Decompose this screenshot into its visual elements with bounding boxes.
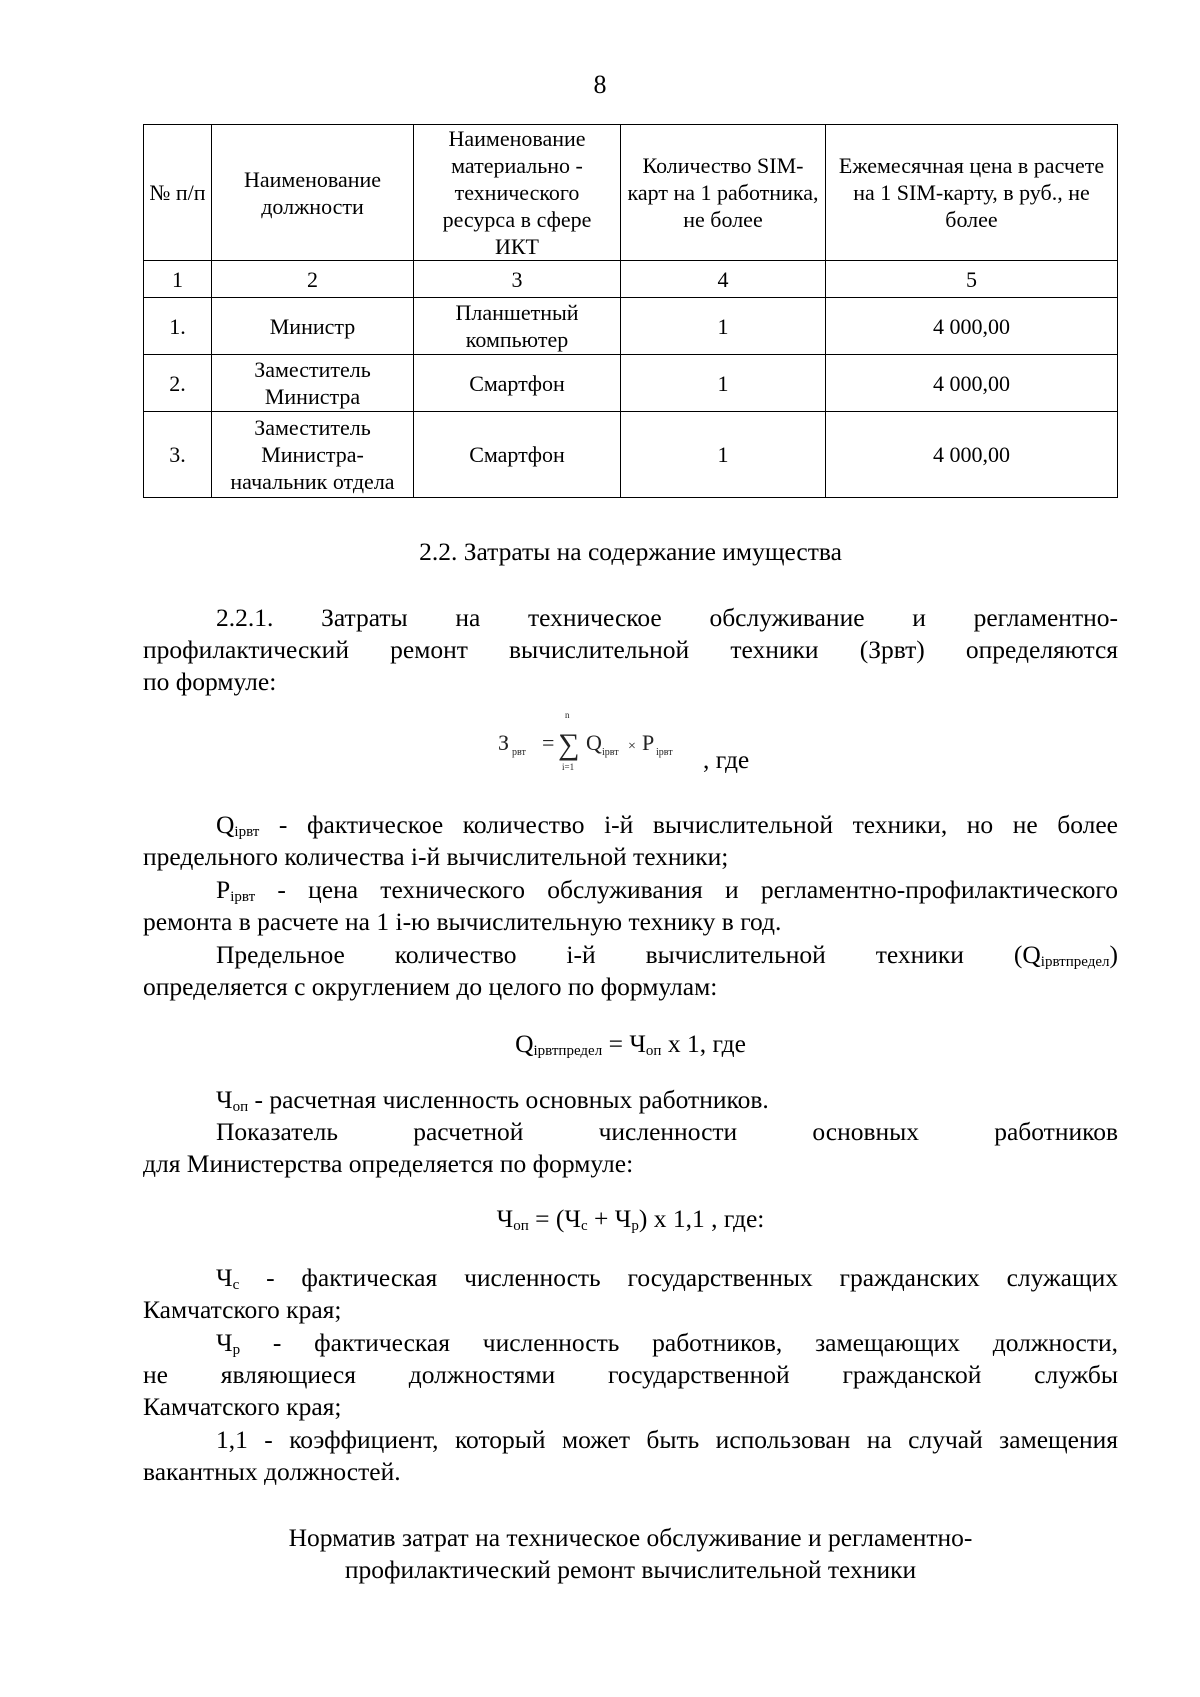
symbol: Ч <box>216 1263 233 1292</box>
subscript: iрвтпредел <box>1040 954 1110 970</box>
definition-q-line1 <box>143 809 1118 841</box>
table-cell: Министр <box>212 298 414 355</box>
table-cell: 1 <box>144 261 212 298</box>
formula-end: ) х 1,1 , где: <box>638 1204 765 1233</box>
text: - фактическое количество i-й вычислительной техники, но не более <box>259 810 1118 839</box>
paragraph-221-line2: профилактический ремонт вычислительной техники (Зрвт) определяются <box>143 635 1118 664</box>
formula-q-sub: iрвт <box>602 747 619 758</box>
coefficient-line1: 1,1 - коэффициент, который может быть использован на случай замещения <box>216 1425 1118 1454</box>
subscript: оп <box>232 1099 249 1115</box>
formula-mid: = Ч <box>602 1029 646 1058</box>
table-cell: 5 <box>826 261 1118 298</box>
sim-cards-table <box>143 124 1118 498</box>
formula-end: х 1, где <box>661 1029 746 1058</box>
table-cell: 1. <box>144 298 212 355</box>
symbol: Q <box>216 810 235 839</box>
coefficient-line2: вакантных должностей. <box>143 1457 401 1486</box>
chop-formula <box>143 1203 1118 1235</box>
table-header-cell: Количество SIM-карт на 1 работника, не более <box>621 125 826 261</box>
table-row <box>144 412 1118 498</box>
definition-chc-line1 <box>143 1262 1118 1294</box>
table-header-cell: № п/п <box>144 125 212 261</box>
definition-chr-line3: Камчатского края; <box>143 1392 342 1421</box>
table-cell: 2. <box>144 355 212 412</box>
table-cell: 4 000,00 <box>826 412 1118 498</box>
subscript: оп <box>513 1218 529 1234</box>
definition-q-line2: предельного количества i-й вычислительной техники; <box>143 842 729 871</box>
limit-formula <box>143 1028 1118 1060</box>
subscript: iрвт <box>234 824 260 840</box>
table-cell: Заместитель Министра-начальник отдела <box>212 412 414 498</box>
subscript: с <box>580 1218 588 1234</box>
formula-open: (Ч <box>555 1204 581 1233</box>
definition-chr-line2: не являющиеся должностями государственной гражданской службы <box>143 1360 1118 1389</box>
subscript: с <box>232 1277 240 1293</box>
formula-p-sub: iрвт <box>656 747 673 758</box>
norm-title-line1: Норматив затрат на техническое обслуживание и регламентно- <box>288 1523 973 1552</box>
formula-eq: = <box>542 730 555 755</box>
table-cell: 4 000,00 <box>826 298 1118 355</box>
symbol: P <box>216 875 231 904</box>
symbol: Ч <box>216 1328 233 1357</box>
sum-lower-limit: i=1 <box>562 762 575 772</box>
formula-q: Q <box>586 730 602 755</box>
formula-ch: Ч <box>496 1204 514 1233</box>
table-header-row <box>144 125 1118 261</box>
text: - цена технического обслуживания и регламентно-профилактического <box>255 875 1118 904</box>
section-title: 2.2. Затраты на содержание имущества <box>419 537 842 566</box>
definition-p-line2: ремонта в расчете на 1 i-ю вычислительную технику в год. <box>143 907 782 936</box>
sum-upper-limit: n <box>565 710 570 720</box>
formula-q: Q <box>515 1029 534 1058</box>
table-header-cell: Ежемесячная цена в расчете на 1 SIM-карту, в руб., не более <box>826 125 1118 261</box>
table-cell: 3. <box>144 412 212 498</box>
subscript: оп <box>645 1043 662 1059</box>
symbol: Ч <box>216 1085 233 1114</box>
formula-p: P <box>642 730 655 755</box>
formula-times: × <box>628 739 636 754</box>
table-cell: 1 <box>621 355 826 412</box>
cost-formula <box>494 704 714 774</box>
subscript: iрвтпредел <box>533 1043 603 1059</box>
norm-title-line2: профилактический ремонт вычислительной техники <box>344 1555 917 1584</box>
definition-p-line1 <box>143 874 1118 906</box>
table-cell: 3 <box>414 261 621 298</box>
indicator-paragraph-line1: Показатель расчетной численности основных работников <box>216 1117 1118 1146</box>
paragraph-221-line1: 2.2.1. Затраты на техническое обслуживание и регламентно- <box>216 603 1118 632</box>
sum-symbol: ∑ <box>558 728 580 761</box>
subscript: р <box>232 1342 241 1358</box>
formula-lhs-sub: рвт <box>512 747 526 758</box>
text: - расчетная численность основных работников. <box>248 1085 769 1114</box>
table-row <box>144 355 1118 412</box>
definition-chc-line2: Камчатского края; <box>143 1295 342 1324</box>
table-cell: Смартфон <box>414 412 621 498</box>
limit-paragraph-line1 <box>143 939 1118 971</box>
table-cell: 2 <box>212 261 414 298</box>
subscript: iрвт <box>230 889 256 905</box>
table-cell: Заместитель Министра <box>212 355 414 412</box>
table-header-cell: Наименование материально - технического ресурса в сфере ИКТ <box>414 125 621 261</box>
page-number: 8 <box>593 70 607 99</box>
table-row <box>144 298 1118 355</box>
indicator-paragraph-line2: для Министерства определяется по формуле: <box>143 1149 634 1178</box>
table-cell: 4 000,00 <box>826 355 1118 412</box>
table-cell: 1 <box>621 412 826 498</box>
formula-eq: = <box>528 1204 556 1233</box>
subscript: р <box>631 1218 639 1234</box>
definition-chop <box>143 1084 1118 1116</box>
limit-paragraph-line2: определяется с округлением до целого по формулам: <box>143 972 718 1001</box>
text: Предельное количество i-й вычислительной техники (Q <box>216 940 1041 969</box>
text: - фактическая численность работников, замещающих должности, <box>240 1328 1118 1357</box>
table-cell: Смартфон <box>414 355 621 412</box>
table-number-row <box>144 261 1118 298</box>
text: - фактическая численность государственных гражданских служащих <box>239 1263 1118 1292</box>
table-cell: Планшетный компьютер <box>414 298 621 355</box>
table-header-cell: Наименование должности <box>212 125 414 261</box>
formula-suffix: , где <box>703 745 750 774</box>
table-cell: 1 <box>621 298 826 355</box>
text: ) <box>1109 940 1118 969</box>
formula-lhs: З <box>498 730 510 755</box>
definition-chr-line1 <box>143 1327 1118 1359</box>
formula-plus: + Ч <box>587 1204 632 1233</box>
paragraph-221-line3: по формуле: <box>143 667 277 696</box>
table-cell: 4 <box>621 261 826 298</box>
